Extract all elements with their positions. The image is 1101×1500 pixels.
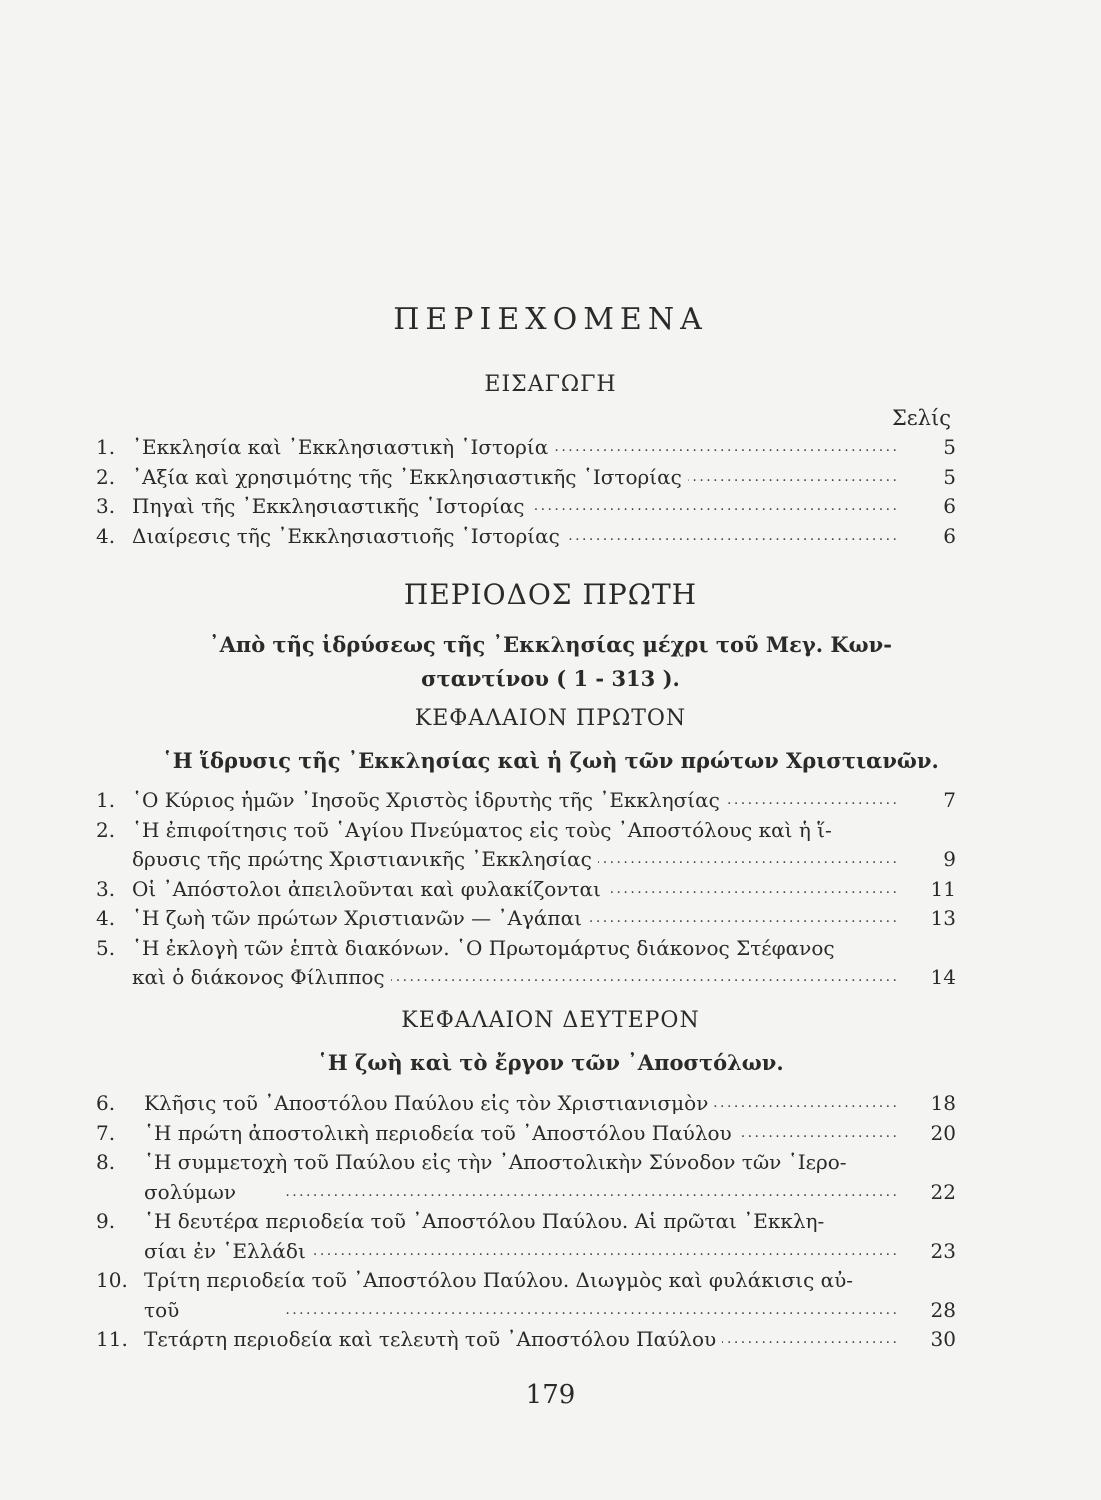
toc-entry: 8. ῾Η συμμετοχὴ τοῦ Παύλου εἰς τὴν ᾽Αποστολικὴν Σύνοδον τῶν ῾Ιερο- xyxy=(96,1148,956,1178)
toc-entry: καὶ ὁ διάκονος Φίλιππος . . . 14 xyxy=(96,963,956,993)
toc-entry: 10. Τρίτη περιοδεία τοῦ ᾽Αποστόλου Παύλου. Διωγμὸς καὶ φυλάκισις αὐ- xyxy=(96,1266,956,1296)
chapter1-toc xyxy=(96,786,956,993)
toc-entry: 2. ᾽Αξία καὶ χρησιμότης τῆς ᾽Εκκλησιαστικῆς ῾Ιστορίας . . . 5 xyxy=(96,463,956,493)
toc-entry: 1. ᾽Εκκλησία καὶ ᾽Εκκλησιαστικὴ ῾Ιστορία . . . 5 xyxy=(96,433,956,463)
toc-entry: 2. ῾Η ἐπιφοίτησις τοῦ ῾Αγίου Πνεύματος εἰς τοὺς ᾽Αποστόλους καὶ ἡ ἵ- xyxy=(96,816,956,846)
toc-entry: 4. ῾Η ζωὴ τῶν πρώτων Χριστιανῶν — ᾽Αγάπαι . . . 13 xyxy=(96,904,956,934)
toc-entry: 9. ῾Η δευτέρα περιοδεία τοῦ ᾽Αποστόλου Παύλου. Αἱ πρῶται ᾽Εκκλη- xyxy=(96,1207,956,1237)
page-column-label: Σελίς xyxy=(891,406,951,430)
toc-entry: 4. Διαίρεσις τῆς ᾽Εκκλησιαστιοῆς ῾Ιστορίας . . . 6 xyxy=(96,522,956,552)
period-heading: ΠΕΡΙΟΔΟΣ ΠΡΩΤΗ xyxy=(403,578,698,611)
toc-entry: 6. Κλῆσις τοῦ ᾽Αποστόλου Παύλου εἰς τὸν Χριστιανισμὸν . . . 18 xyxy=(96,1089,956,1119)
intro-heading: ΕΙΣΑΓΩΓΗ xyxy=(484,372,617,397)
toc-entry: 3. Πηγαὶ τῆς ᾽Εκκλησιαστικῆς ῾Ιστορίας . . . 6 xyxy=(96,492,956,522)
toc-entry: 1. ῾Ο Κύριος ἡμῶν ᾽Ιησοῦς Χριστὸς ἱδρυτὴς τῆς ᾽Εκκλησίας . . . 7 xyxy=(96,786,956,816)
chapter1-subtitle: ῾Η ἵδρυσις τῆς ᾽Εκκλησίας καὶ ἡ ζωὴ τῶν πρώτων Χριστιανῶν. xyxy=(162,748,939,773)
toc-entry: σίαι ἐν ῾Ελλάδι . . . 23 xyxy=(96,1237,956,1267)
toc-entry: τοῦ . . . 28 xyxy=(96,1296,956,1326)
toc-entry: 11. Τετάρτη περιοδεία καὶ τελευτὴ τοῦ ᾽Αποστόλου Παύλου . . . 30 xyxy=(96,1325,956,1355)
chapter2-toc xyxy=(96,1089,956,1355)
page-title: ΠΕΡΙΕΧΟΜΕΝΑ xyxy=(393,302,708,337)
intro-toc xyxy=(96,433,956,551)
toc-entry: 7. ῾Η πρώτη ἀποστολικὴ περιοδεία τοῦ ᾽Αποστόλου Παύλου . . . 20 xyxy=(96,1119,956,1149)
toc-entry: 3. Οἱ ᾽Απόστολοι ἀπειλοῦνται καὶ φυλακίζονται . . . 11 xyxy=(96,875,956,905)
chapter2-subtitle: ῾Η ζωὴ καὶ τὸ ἔργον τῶν ᾽Αποστόλων. xyxy=(317,1050,784,1075)
toc-entry: δρυσις τῆς πρώτης Χριστιανικῆς ᾽Εκκλησίας . . . 9 xyxy=(96,845,956,875)
chapter1-heading: ΚΕΦΑΛΑΙΟΝ ΠΡΩΤΟΝ xyxy=(414,706,687,731)
toc-entry: 5. ῾Η ἐκλογὴ τῶν ἑπτὰ διακόνων. ῾Ο Πρωτομάρτυς διάκονος Στέφανος xyxy=(96,934,956,964)
toc-entry: σολύμων . . . 22 xyxy=(96,1178,956,1208)
period-subtitle: ᾽Απὸ τῆς ἱδρύσεως τῆς ᾽Εκκλησίας μέχρι τοῦ Μεγ. Κων- σταντίνου ( 1 - 313 ). xyxy=(209,632,892,691)
chapter2-heading: ΚΕΦΑΛΑΙΟΝ ΔΕΥΤΕΡΟΝ xyxy=(401,1008,700,1033)
page-number: 179 xyxy=(525,1380,576,1410)
